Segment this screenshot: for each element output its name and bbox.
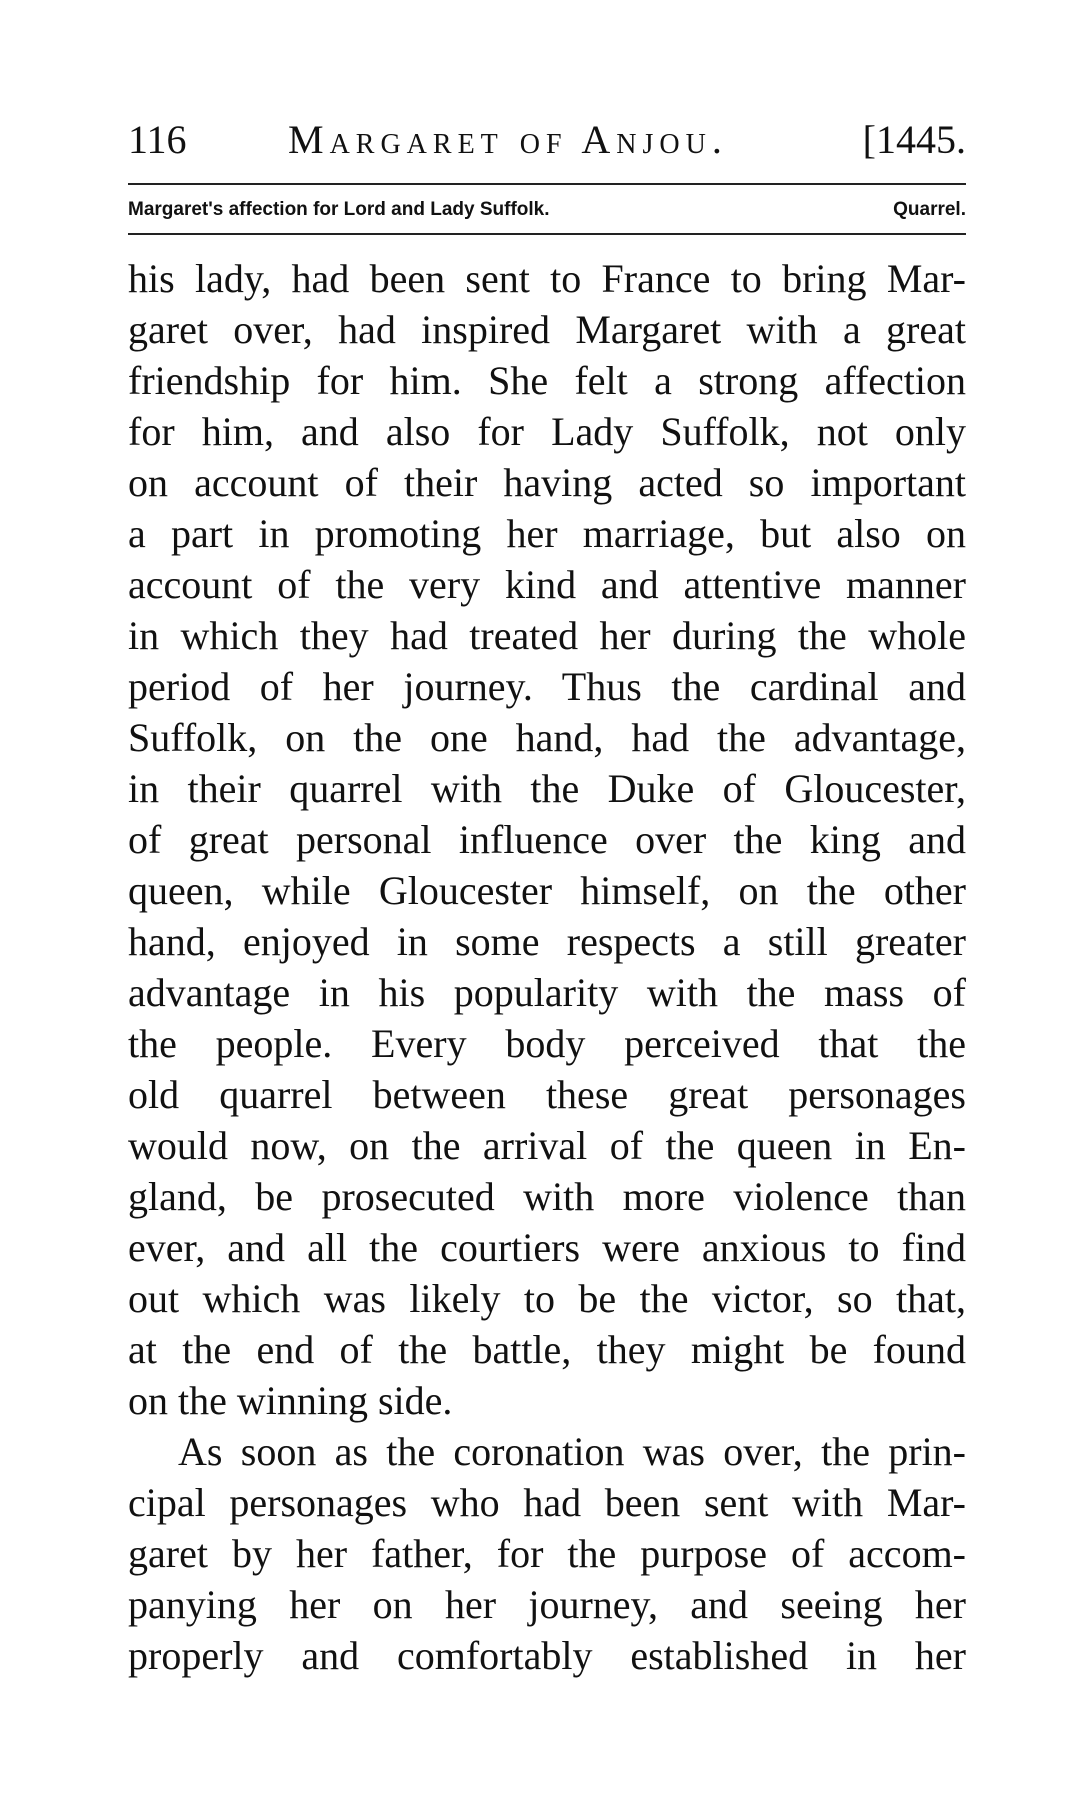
text-line: advantage in his popularity with the mass of [128, 970, 966, 1015]
text-line: on account of their having acted so important [128, 460, 966, 505]
text-line: in their quarrel with the Duke of Gloucester, [128, 766, 966, 811]
marginal-note-right: Quarrel. [893, 199, 966, 220]
text-line: his lady, had been sent to France to bring Mar- [128, 256, 966, 301]
header-rule-top [128, 183, 966, 185]
text-line: garet over, had inspired Margaret with a great [128, 307, 966, 352]
text-line: gland, be prosecuted with more violence than [128, 1174, 966, 1219]
text-line: queen, while Gloucester himself, on the other [128, 868, 966, 913]
text-line: for him, and also for Lady Suffolk, not only [128, 409, 966, 454]
text-line: of great personal influence over the king and [128, 817, 966, 862]
text-line: As soon as the coronation was over, the prin- [178, 1429, 966, 1474]
text-line: the people. Every body perceived that the [128, 1021, 966, 1066]
text-line: in which they had treated her during the whole [128, 613, 966, 658]
text-line: account of the very kind and attentive manner [128, 562, 966, 607]
text-line: Suffolk, on the one hand, had the advantage, [128, 715, 966, 760]
year-marker: [1445. [862, 117, 966, 162]
text-line: a part in promoting her marriage, but also on [128, 511, 966, 556]
running-head [128, 112, 966, 168]
header-rule-bottom [128, 233, 966, 235]
text-line: garet by her father, for the purpose of accom- [128, 1531, 966, 1576]
text-line: would now, on the arrival of the queen in En- [128, 1123, 966, 1168]
marginal-note-left: Margaret's affection for Lord and Lady Suffolk. [128, 199, 550, 220]
text-line: on the winning side. [128, 1378, 453, 1423]
page-number: 116 [128, 117, 187, 162]
text-line: panying her on her journey, and seeing her [128, 1582, 966, 1627]
text-line: at the end of the battle, they might be found [128, 1327, 966, 1372]
marginal-notes [128, 194, 966, 226]
text-line: properly and comfortably established in her [128, 1633, 966, 1678]
text-line: friendship for him. She felt a strong affection [128, 358, 966, 403]
text-line: out which was likely to be the victor, so that, [128, 1276, 966, 1321]
body-text [128, 253, 966, 1681]
text-line: ever, and all the courtiers were anxious to find [128, 1225, 966, 1270]
book-title: Margaret of Anjou. [288, 117, 728, 162]
text-line: hand, enjoyed in some respects a still greater [128, 919, 966, 964]
text-line: cipal personages who had been sent with Mar- [128, 1480, 966, 1525]
text-line: period of her journey. Thus the cardinal and [128, 664, 966, 709]
text-line: old quarrel between these great personages [128, 1072, 966, 1117]
